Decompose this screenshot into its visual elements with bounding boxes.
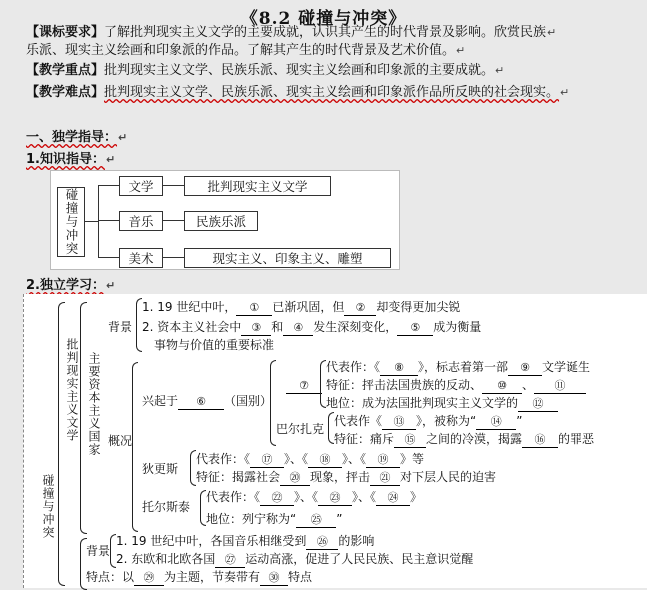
difficult-point-line <box>26 84 569 102</box>
zd-label: 【教学重点】 <box>26 63 105 78</box>
page-title: 《8.2 碰撞与冲突》 <box>240 9 407 29</box>
diagram-item-literature: 批判现实主义文学 <box>184 176 331 196</box>
connector-line <box>84 221 98 222</box>
kbyq-text-2: 乐派、现实主义绘画和印象派的作品。了解其产生的时代背景及艺术价值。 <box>26 43 456 58</box>
branch-countries: 主要资本主义国家 <box>87 352 101 456</box>
zd-text: 批判现实主义文学、民族乐派、现实主义绘画和印象派的主要成就。 <box>104 63 495 78</box>
diagram-item-art: 现实主义、印象主义、雕塑 <box>184 248 391 268</box>
requirement-line-2 <box>26 42 465 60</box>
rep-line: 代表作：《 ⑧ 》，标志着第一部 ⑨ 文学诞生 <box>326 360 591 374</box>
author-1: ⑦ <box>286 378 322 394</box>
section-heading-knowledge: 1.知识指导：↵ <box>26 152 116 167</box>
outline-root: 碰撞与冲突 <box>41 474 55 539</box>
key-point-line <box>26 62 504 80</box>
balzac-rep-line: 代表作《 ⑬ 》，被称为“ ⑭ ” <box>334 414 523 428</box>
connector-line <box>98 185 99 257</box>
bg-line-2: 2. 资本主义社会中 ③ 和 ④ 发生深刻变化， ⑤ 成为衡量 <box>142 320 482 334</box>
diagram-cat-literature: 文学 <box>119 176 163 196</box>
tolstoy-label: 托尔斯泰 <box>142 500 191 514</box>
connector-line <box>98 220 120 221</box>
paragraph-mark-icon: ↵ <box>495 64 505 77</box>
section-heading-1: 一、独学指导：↵ <box>26 130 128 145</box>
bg-line-3: 事物与价值的重要标准 <box>154 338 275 352</box>
knowledge-outline <box>23 294 647 588</box>
music-bg-line-1: 1. 19 世纪中叶，各国音乐相继受到 ㉖ 的影响 <box>116 534 375 548</box>
connector-line <box>98 185 120 186</box>
bracket <box>132 362 138 532</box>
tolstoy-rep-line: 代表作：《 ㉒ 》、《 ㉓ 》、《 ㉔ 》 <box>206 490 423 504</box>
section-heading-independent: 2.独立学习：↵ <box>26 278 116 293</box>
paragraph-mark-icon: ↵ <box>105 279 116 292</box>
paragraph-mark-icon: ↵ <box>456 44 466 57</box>
knowledge-diagram <box>50 170 400 270</box>
dickens-rep-line: 代表作：《 ⑰ 》、《 ⑱ 》、《 ⑲ 》等 <box>196 452 425 466</box>
nd-label: 【教学难点】 <box>26 85 105 100</box>
overview-label: 概况 <box>108 434 133 448</box>
position-line: 地位：成为法国批判现实主义文学的 ⑫ <box>326 396 558 412</box>
tolstoy-pos-line: 地位：列宁称为“ ㉕ ” <box>206 512 343 526</box>
diagram-root-box: 碰撞与冲突 <box>57 187 85 257</box>
paragraph-mark-icon: ↵ <box>560 86 570 99</box>
paragraph-mark-icon: ↵ <box>118 131 128 144</box>
nd-text: 批判现实主义文学、民族乐派、现实主义绘画和印象派作品所反映的社会现实。 <box>104 85 560 100</box>
diagram-cat-music: 音乐 <box>119 211 163 231</box>
connector-line <box>162 185 184 186</box>
dickens-feat-line: 特征：揭露社会 ⑳ 现象，抨击 ㉑ 对下层人民的迫害 <box>196 470 497 484</box>
kbyq-label: 【课标要求】 <box>26 25 105 40</box>
kbyq-text-1: 了解批判现实主义文学的主要成就，认识其产生的时代背景及影响。欣赏民族 <box>104 25 547 40</box>
connector-line <box>98 257 120 258</box>
bg-label: 背景 <box>108 320 133 334</box>
origin-line: 兴起于 ⑥ （国别） <box>142 394 273 408</box>
balzac-label: 巴尔扎克 <box>276 422 325 436</box>
requirement-line-1 <box>26 24 556 42</box>
connector-line <box>162 257 184 258</box>
diagram-cat-art: 美术 <box>119 248 163 268</box>
connector-line <box>162 220 184 221</box>
diagram-item-music: 民族乐派 <box>184 211 258 231</box>
music-bg-line-2: 2. 东欧和北欧各国 ㉗ 运动高涨，促进了人民民族、民主意识觉醒 <box>116 552 474 566</box>
bg-label-2: 背景 <box>86 544 111 558</box>
feature-line: 特征：抨击法国贵族的反动、 ⑩ 、 ⑪ <box>326 378 586 394</box>
bg-line-1: 1. 19 世纪中叶， ① 已渐巩固，但 ② 却变得更加尖锐 <box>142 300 461 314</box>
dickens-label: 狄更斯 <box>142 462 179 476</box>
music-feature-line: 特点：以 ㉙ 为主题，节奏带有 ㉚ 特点 <box>86 570 313 584</box>
branch-literature: 批判现实主义文学 <box>65 338 79 442</box>
balzac-feat-line: 特征：痛斥 ⑮ 之间的冷漠，揭露 ⑯ 的罪恶 <box>334 432 595 446</box>
paragraph-mark-icon: ↵ <box>105 153 116 166</box>
paragraph-mark-icon: ↵ <box>547 26 557 39</box>
